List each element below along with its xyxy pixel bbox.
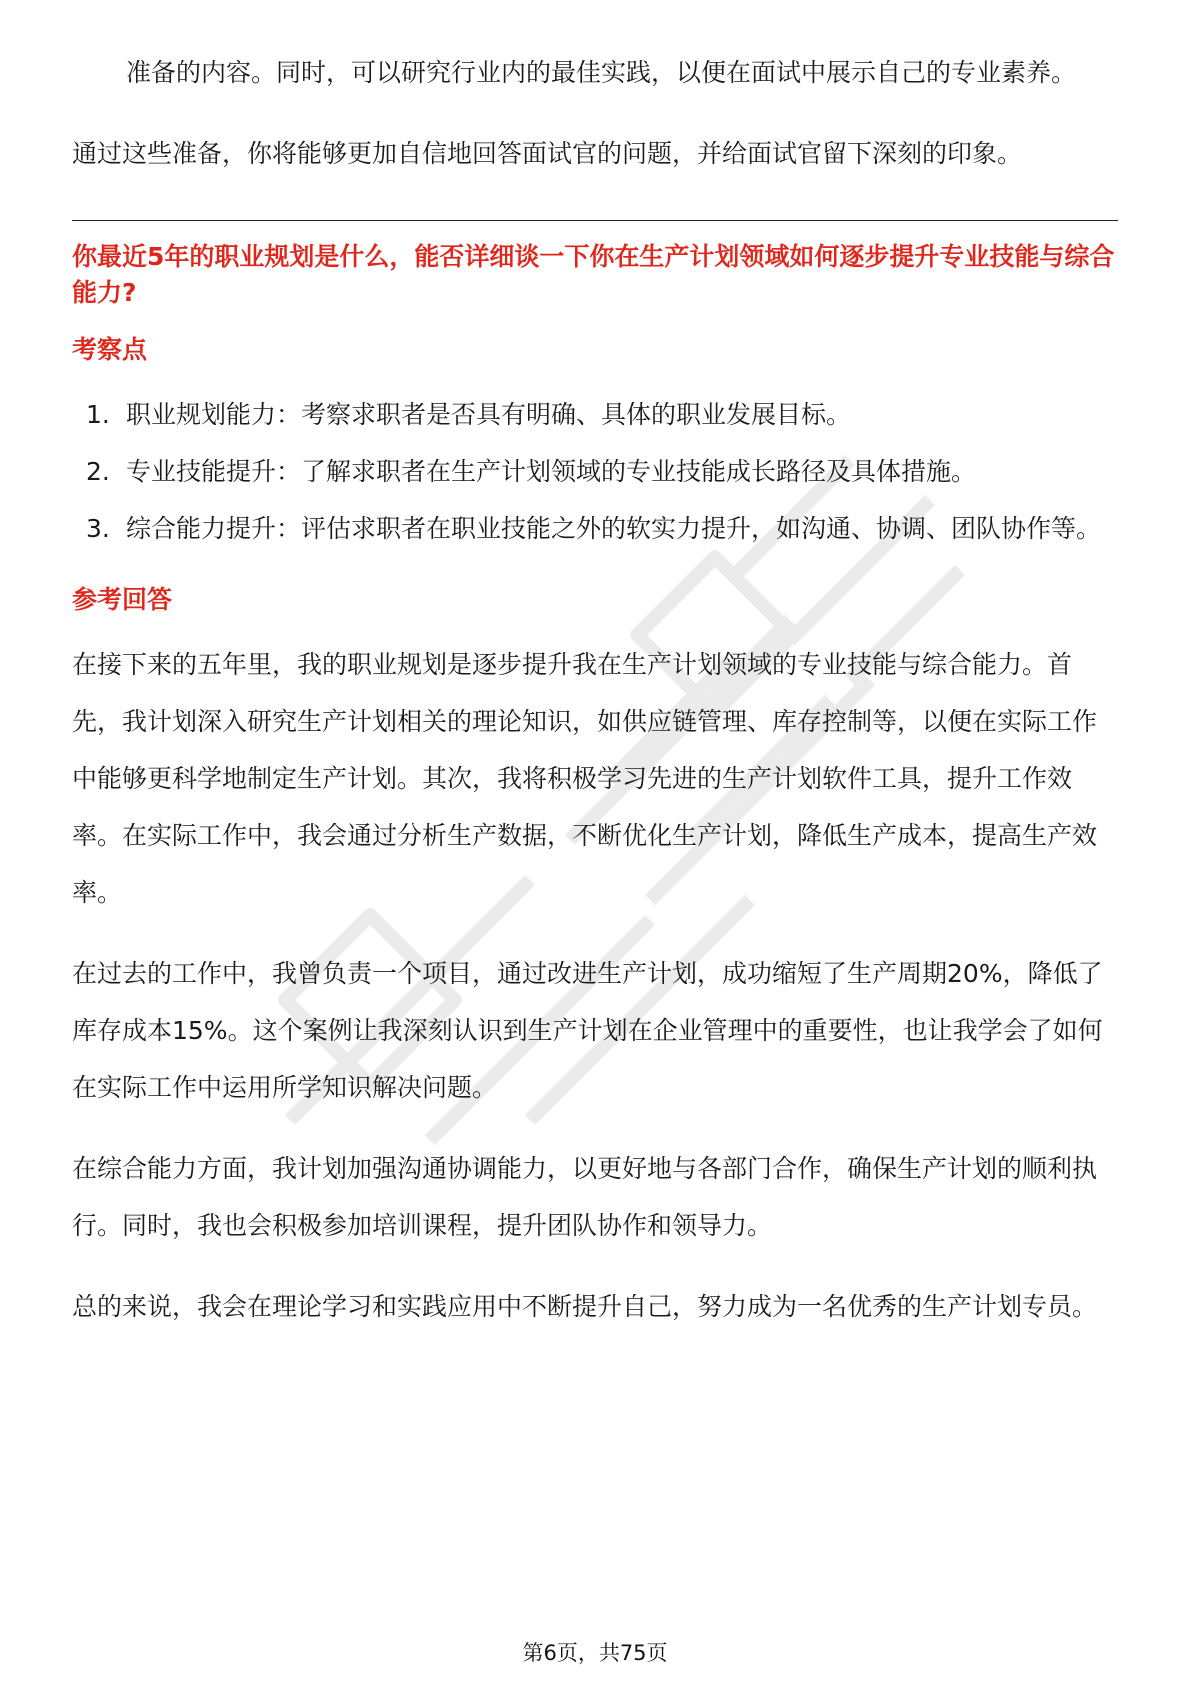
question-heading: 你最近5年的职业规划是什么，能否详细谈一下你在生产计划领域如何逐步提升专业技能与综合能力? — [72, 242, 1115, 307]
answer-heading: 参考回答 — [72, 585, 173, 614]
page-number: 第6页，共75页 — [522, 1641, 668, 1665]
answer-paragraph: 在综合能力方面，我计划加强沟通协调能力，以更好地与各部门合作，确保生产计划的顺利执行。同时，我也会积极参加培训课程，提升团队协作和领导力。 — [72, 1154, 1098, 1240]
section-divider — [72, 220, 1118, 221]
list-number: 3. — [86, 514, 110, 543]
list-number: 2. — [86, 457, 110, 486]
answer-paragraph: 总的来说，我会在理论学习和实践应用中不断提升自己，努力成为一名优秀的生产计划专员。 — [72, 1292, 1098, 1321]
list-text: 职业规划能力：考察求职者是否具有明确、具体的职业发展目标。 — [126, 400, 852, 429]
closing-paragraph: 通过这些准备，你将能够更加自信地回答面试官的问题，并给面试官留下深刻的印象。 — [72, 139, 1023, 168]
list-number: 1. — [86, 400, 110, 429]
focus-list — [72, 386, 1118, 557]
answer-paragraph: 在接下来的五年里，我的职业规划是逐步提升我在生产计划领域的专业技能与综合能力。首先，我计划深入研究生产计划相关的理论知识，如供应链管理、库存控制等，以便在实际工作中能够更科学地制定生产计划。其次，我将积极学习先进的生产计划软件工具，提升工作效率。在实际工作中，我会通过分析生产数据，不断优化生产计划，降低生产成本，提高生产效率。 — [72, 650, 1098, 907]
answer-paragraph: 在过去的工作中，我曾负责一个项目，通过改进生产计划，成功缩短了生产周期20%，降低了库存成本15%。这个案例让我深刻认识到生产计划在企业管理中的重要性，也让我学会了如何在实际工作中运用所学知识解决问题。 — [72, 959, 1103, 1102]
document-body — [72, 44, 1118, 1359]
list-text: 专业技能提升：了解求职者在生产计划领域的专业技能成长路径及具体措施。 — [126, 457, 977, 486]
list-item — [72, 500, 1118, 557]
focus-heading: 考察点 — [72, 335, 148, 364]
list-item — [72, 443, 1118, 500]
list-text: 综合能力提升：评估求职者在职业技能之外的软实力提升，如沟通、协调、团队协作等。 — [126, 514, 1102, 543]
list-item — [72, 386, 1118, 443]
continued-list-text: 准备的内容。同时，可以研究行业内的最佳实践，以便在面试中展示自己的专业素养。 — [126, 58, 1077, 87]
